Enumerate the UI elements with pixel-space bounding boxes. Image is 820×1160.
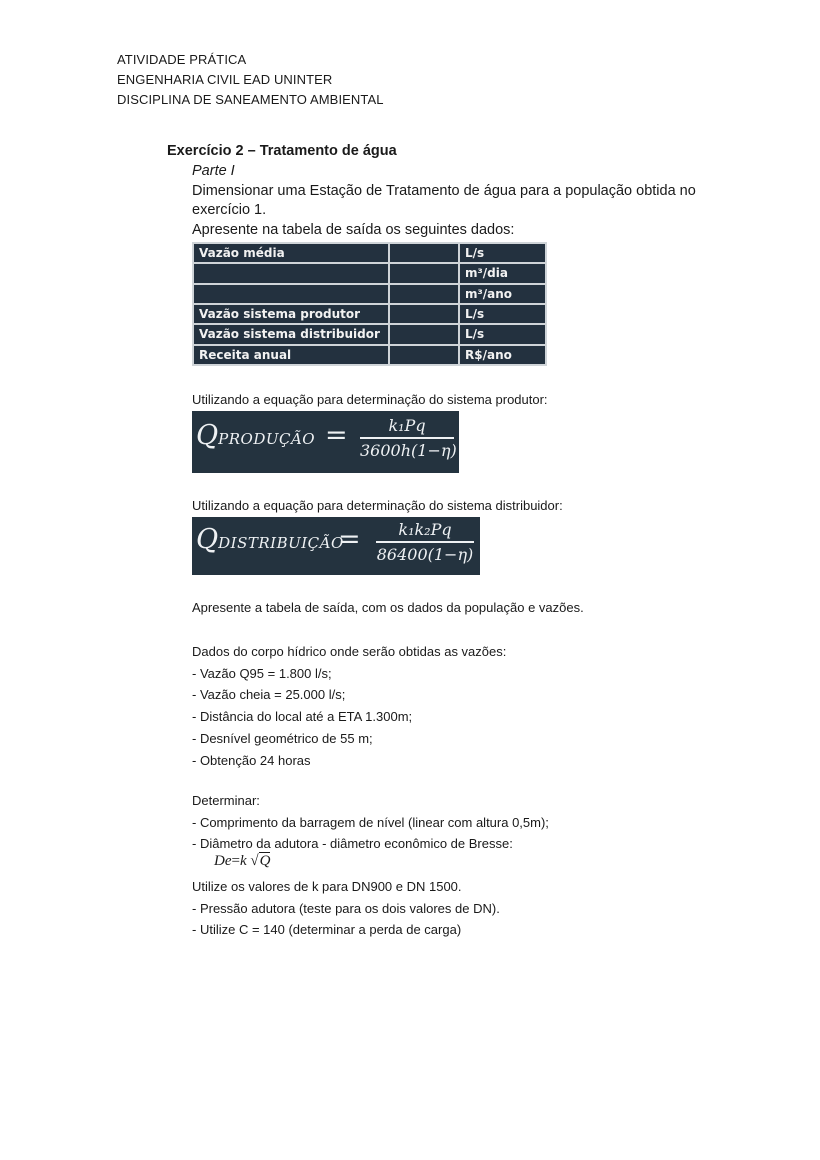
list-item: - Obtenção 24 horas [192,752,311,768]
formula-equals: = [231,853,240,869]
present-output-instruction: Apresente a tabela de saída, com os dados da população e vazões. [192,600,584,615]
row-label: Vazão sistema produtor [194,305,388,323]
equation-numerator: k₁Pq [388,416,426,435]
list-item: - Pressão adutora (teste para os dois valores de DN). [192,900,500,916]
produtor-equation-intro: Utilizando a equação para determinação do sistema produtor: [192,392,548,407]
equation-denominator: 3600h(1−η) [360,440,457,460]
sqrt-icon: √ [250,853,259,869]
exercise-part: Parte I [192,163,235,179]
row-label [194,264,388,282]
present-table-instruction: Apresente na tabela de saída os seguintes dados: [192,222,515,238]
list-item: - Desnível geométrico de 55 m; [192,730,373,746]
produtor-equation [192,411,459,473]
equation-numerator: k₁k₂Pq [398,520,452,539]
list-item: Utilize os valores de k para DN900 e DN 1500. [192,879,462,894]
equation-denominator: 86400(1−η) [376,544,474,564]
table-row [194,325,545,343]
table-row [194,305,545,323]
equation-lhs-subscript: DISTRIBUIÇÃO [218,534,344,552]
header-course: ENGENHARIA CIVIL EAD UNINTER [117,72,333,87]
row-label: Vazão sistema distribuidor [194,325,388,343]
row-value [390,346,458,364]
list-item: - Comprimento da barragem de nível (linear com altura 0,5m); [192,814,549,830]
formula-k: k [239,853,247,869]
equation-fraction [360,416,457,460]
water-body-data [192,641,506,771]
table-row [194,264,545,282]
row-label: Vazão média [194,244,388,262]
document-header [117,50,384,110]
row-label: Receita anual [194,346,388,364]
list-item: - Vazão cheia = 25.000 l/s; [192,687,346,703]
row-value [390,264,458,282]
equation-lhs: QPRODUÇÃO [196,420,316,451]
determine-section-continued [192,876,500,941]
equals-sign: = [338,524,361,555]
row-unit: m³/dia [460,264,545,282]
header-activity: ATIVIDADE PRÁTICA [117,52,247,67]
row-unit: m³/ano [460,285,545,303]
row-unit: L/s [460,325,545,343]
formula-de: De [214,853,232,869]
equation-lhs-subscript: PRODUÇÃO [218,430,316,448]
exercise-description: Dimensionar uma Estação de Tratamento de água para a população obtida no exercício 1. [192,183,696,218]
row-value [390,285,458,303]
row-value [390,244,458,262]
equation-fraction [376,520,474,564]
row-value [390,305,458,323]
table-row [194,244,545,262]
water-body-intro: Dados do corpo hídrico onde serão obtidas as vazões: [192,644,507,659]
bresse-formula [214,853,270,870]
exercise-title: Exercício 2 – Tratamento de água [167,143,397,159]
determine-section [192,790,549,855]
row-unit: L/s [460,244,545,262]
row-unit: L/s [460,305,545,323]
equation-lhs: QDISTRIBUIÇÃO [196,524,344,555]
determine-intro: Determinar: [192,793,260,808]
list-item: - Diâmetro da adutora - diâmetro econômico de Bresse: [192,836,513,852]
row-label [194,285,388,303]
table-row [194,285,545,303]
formula-q: Q [259,853,271,869]
row-unit: R$/ano [460,346,545,364]
row-value [390,325,458,343]
distribuidor-equation [192,517,480,575]
list-item: - Vazão Q95 = 1.800 l/s; [192,665,332,681]
header-discipline: DISCIPLINA DE SANEAMENTO AMBIENTAL [117,92,384,107]
list-item: - Distância do local até a ETA 1.300m; [192,709,413,725]
table-row [194,346,545,364]
output-table [192,242,547,366]
distribuidor-equation-intro: Utilizando a equação para determinação do sistema distribuidor: [192,498,563,513]
list-item: - Utilize C = 140 (determinar a perda de carga) [192,922,462,938]
equals-sign: = [325,420,348,451]
